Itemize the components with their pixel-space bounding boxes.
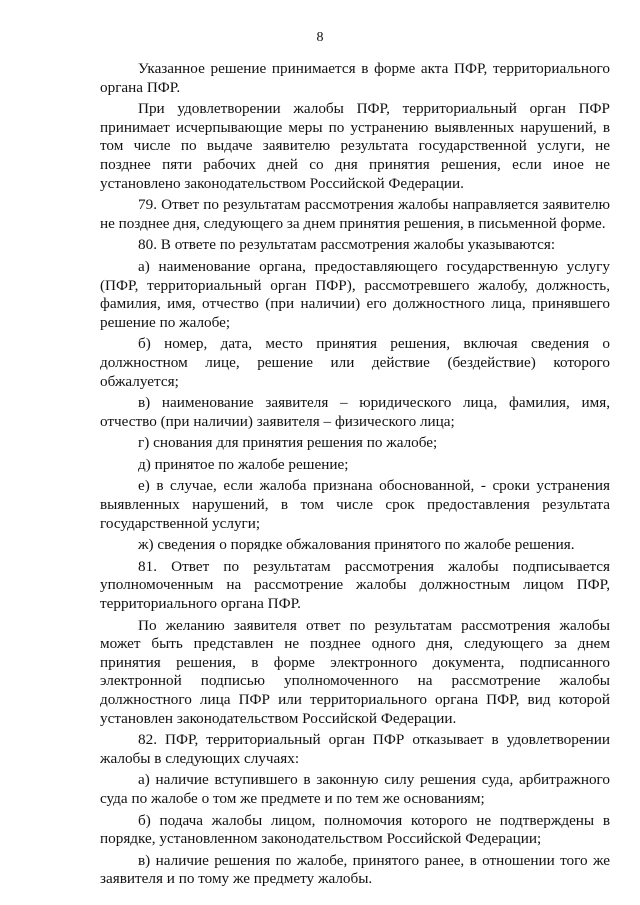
paragraph: г) снования для принятия решения по жалобе; bbox=[138, 434, 438, 452]
paragraph: Указанное решение принимается в форме акта ПФР, территориального органа ПФР. bbox=[100, 60, 610, 96]
paragraph: При удовлетворении жалобы ПФР, территориальный орган ПФР принимает исчерпывающие меры по устранению выявленных нарушений, в том числе по выдаче заявителю результата государственной услуги, не позднее пяти рабочих дней со дня принятия решения, если иное не установлено законодательством Российской Федерации. bbox=[100, 100, 610, 192]
paragraph: б) номер, дата, место принятия решения, включая сведения о должностном лице, решение или действие (бездействие) которого обжалуется; bbox=[100, 335, 610, 390]
paragraph: б) подача жалобы лицом, полномочия которого не подтверждены в порядке, установленном законодательством Российской Федерации; bbox=[100, 811, 610, 848]
paragraph: д) принятое по жалобе решение; bbox=[138, 455, 349, 473]
paragraph: е) в случае, если жалоба признана обоснованной, - сроки устранения выявленных нарушений, в том числе срок предоставления результата государственной услуги; bbox=[100, 477, 610, 532]
paragraph: 79. Ответ по результатам рассмотрения жалобы направляется заявителю не позднее дня, следующего за днем принятия решения, в письменной форме. bbox=[100, 196, 610, 232]
paragraph: По желанию заявителя ответ по результатам рассмотрения жалобы может быть представлен не позднее одного дня, следующего за днем принятия решения, в форме электронного документа, подписанного электронной подписью уполномоченного на рассмотрение жалобы должностного лица ПФР или территориального органа ПФР, вид которой установлен законодательством Российской Федерации. bbox=[100, 616, 610, 727]
paragraph: а) наименование органа, предоставляющего государственную услугу (ПФР, территориальный орган ПФР), рассмотревшего жалобу, должность, фамилия, имя, отчество (при наличии) его должностного лица, принявшего решение по жалобе; bbox=[100, 257, 610, 331]
paragraph: 82. ПФР, территориальный орган ПФР отказывает в удовлетворении жалобы в следующих случаях: bbox=[100, 731, 610, 767]
paragraph: в) наличие решения по жалобе, принятого ранее, в отношении того же заявителя и по тому же предмету жалобы. bbox=[100, 851, 610, 888]
paragraph: 81. Ответ по результатам рассмотрения жалобы подписывается уполномоченным на рассмотрение жалобы должностным лицом ПФР, территориального органа ПФР. bbox=[100, 557, 610, 613]
paragraph: в) наименование заявителя – юридического лица, фамилия, имя, отчество (при наличии) заявителя – физического лица; bbox=[100, 394, 610, 430]
page-number: 8 bbox=[316, 30, 324, 45]
paragraph: 80. В ответе по результатам рассмотрения жалобы указываются: bbox=[138, 236, 556, 254]
paragraph: ж) сведения о порядке обжалования принятого по жалобе решения. bbox=[138, 536, 575, 554]
document-body bbox=[100, 60, 610, 892]
paragraph: а) наличие вступившего в законную силу решения суда, арбитражного суда по жалобе о том же предмете и по тем же основаниям; bbox=[100, 771, 610, 807]
